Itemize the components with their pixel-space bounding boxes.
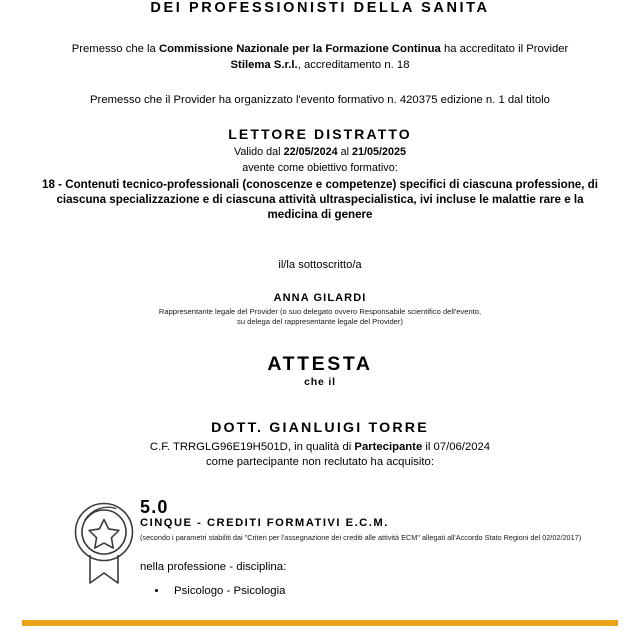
signer-name: ANNA GILARDI: [273, 291, 367, 304]
validity-to-date: 21/05/2025: [352, 145, 407, 158]
credits-words: CINQUE - CREDITI FORMATIVI E.C.M.: [140, 516, 389, 529]
attestation-heading: ATTESTA: [267, 352, 373, 375]
credits-number: 5.0: [140, 496, 169, 517]
recipient-name: DOTT. GIANLUIGI TORRE: [211, 419, 429, 436]
award-medal-icon: [68, 500, 140, 584]
recipient-cf-prefix: C.F. TRRGLG96E19H501D, in qualità di: [149, 440, 355, 453]
attestation-subheading: che il: [304, 375, 336, 388]
document-header-title: DEI PROFESSIONISTI DELLA SANITA: [150, 0, 490, 16]
objective-text: 18 - Contenuti tecnico-professionali (conoscenze e competenze) specifici di ciascuna professione, di ciascuna specializzazione e di ciascuna attività ultraspecialistica, ivi incluse le malattie rare e la medicina di genere: [42, 177, 598, 221]
credits-section: [0, 498, 640, 599]
recipient-note: come partecipante non reclutato ha acquisito:: [206, 455, 434, 468]
validity-prefix: Valido dal: [233, 145, 284, 158]
list-item: • Psicologo - Psicologia: [168, 583, 600, 599]
premise-1-text-part-1: Premesso che la: [71, 43, 159, 55]
signer-role-line-2: su delega del rappresentante legale del Provider): [237, 317, 403, 326]
premise-1-text-part-2: ha accreditato il Provider: [440, 43, 569, 55]
recipient-role: Partecipante: [354, 440, 423, 453]
event-title: LETTORE DISTRATTO: [228, 125, 412, 142]
objective-label: avente come obiettivo formativo:: [242, 161, 398, 174]
signer-intro: il/la sottoscritto/a: [278, 258, 362, 271]
signer-role-line-1: Rappresentante legale del Provider (o suo delegato ovvero Responsabile scientifico dell'evento,: [158, 306, 482, 316]
signer-role: [0, 307, 640, 328]
event-validity: [0, 145, 640, 159]
recipient-cf-suffix: il 07/06/2024: [422, 440, 491, 453]
commission-name: Commissione Nazionale per la Formazione Continua: [158, 43, 441, 55]
credits-fineprint: (secondo i parametri stabiliti dai "Criteri per l'assegnazione dei crediti alle attività ECM" allegati all'Accordo Stato Regioni del 02/02/2017): [140, 532, 582, 542]
premise-paragraph-2: Premesso che il Provider ha organizzato l'evento formativo n. 420375 edizione n. 1 dal titolo: [90, 94, 550, 106]
accreditation-number: , accreditamento n. 18: [297, 58, 410, 71]
validity-middle: al: [337, 145, 353, 158]
footer-accent-rule: [22, 620, 618, 626]
profession-label: nella professione - disciplina:: [140, 560, 287, 573]
provider-name: Stilema S.r.l.: [230, 58, 298, 71]
premise-paragraph-1: [0, 42, 640, 73]
discipline-list: [140, 583, 600, 599]
validity-from-date: 22/05/2024: [283, 145, 338, 158]
recipient-fiscal-code-line: [0, 440, 640, 455]
